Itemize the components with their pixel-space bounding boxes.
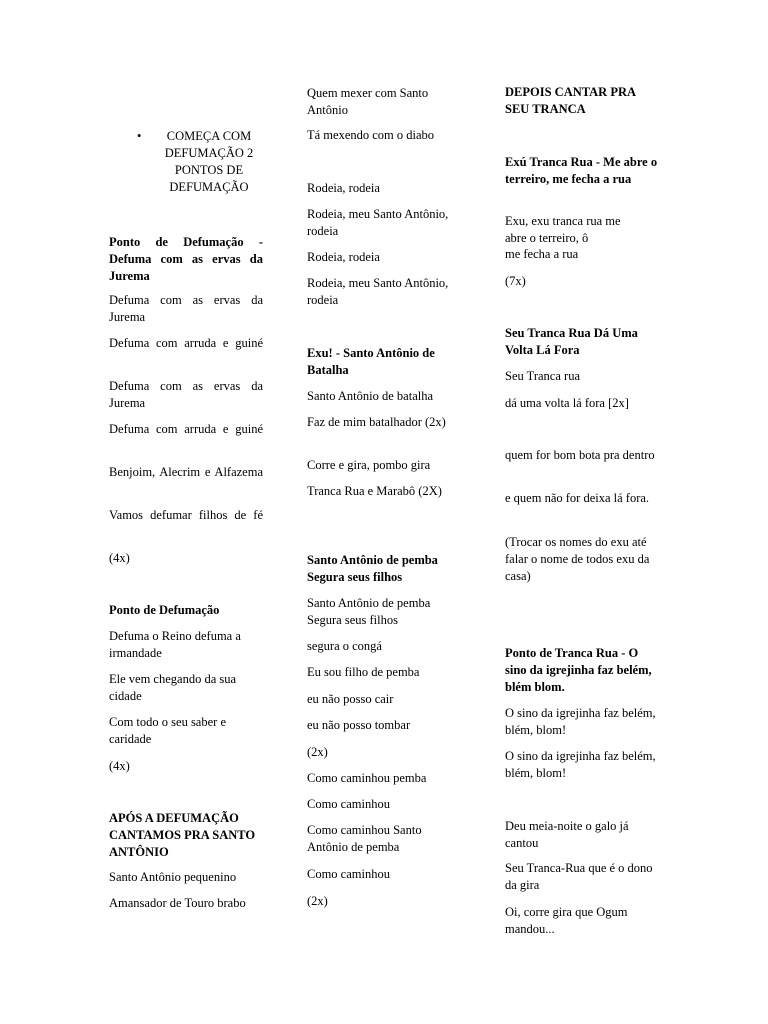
repeat-marker: (2x) bbox=[307, 894, 328, 908]
lyric-line: e quem não for deixa lá fora. bbox=[505, 491, 650, 505]
lyric-line: Seu Tranca rua bbox=[505, 369, 580, 383]
bullet-icon: • bbox=[137, 129, 142, 143]
lyric-line: me fecha a rua bbox=[505, 247, 579, 261]
column-2 bbox=[307, 0, 455, 1024]
lyric-line: Deu meia-noite o galo já cantou bbox=[505, 819, 629, 850]
section-heading: DEPOIS CANTAR PRA SEU TRANCA bbox=[505, 85, 636, 116]
lyric-line: Como caminhou bbox=[307, 867, 390, 881]
lyric-line: Rodeia, meu Santo Antônio, rodeia bbox=[307, 276, 449, 307]
lyric-line: Como caminhou pemba bbox=[307, 771, 427, 785]
lyric-line: Seu Tranca-Rua que é o dono da gira bbox=[505, 861, 653, 892]
repeat-marker: (4x) bbox=[109, 551, 130, 565]
repeat-marker: (2x) bbox=[307, 745, 328, 759]
lyric-line: Rodeia, meu Santo Antônio, rodeia bbox=[307, 207, 449, 238]
lyric-line: Exu, exu tranca rua me bbox=[505, 214, 621, 228]
repeat-marker: (7x) bbox=[505, 274, 526, 288]
instruction-note: (Trocar os nomes do exu até falar o nome de todos exu da casa) bbox=[505, 535, 650, 583]
bullet-item bbox=[109, 128, 263, 196]
section-heading: Ponto de Defumação - Defuma com as ervas da Jurema bbox=[109, 235, 263, 283]
lyric-line: Santo Antônio de batalha bbox=[307, 389, 434, 403]
lyric-line: Faz de mim batalhador (2x) bbox=[307, 415, 446, 429]
lyric-line: O sino da igrejinha faz belém, blém, blom! bbox=[505, 749, 656, 780]
lyric-line: Tranca Rua e Marabô (2X) bbox=[307, 484, 442, 498]
lyric-line: Santo Antônio pequenino bbox=[109, 870, 237, 884]
lyric-line: Defuma com as ervas da Jurema bbox=[109, 379, 263, 410]
lyric-line: eu não posso tombar bbox=[307, 718, 411, 732]
lyric-line: quem for bom bota pra dentro bbox=[505, 448, 655, 462]
lyric-line: Rodeia, rodeia bbox=[307, 181, 380, 195]
section-heading: Exu! - Santo Antônio de Batalha bbox=[307, 346, 435, 377]
lyric-line: Corre e gira, pombo gira bbox=[307, 458, 431, 472]
lyric-line: Ele vem chegando da sua cidade bbox=[109, 672, 237, 703]
lyric-line: segura o congá bbox=[307, 639, 382, 653]
lyric-line: Eu sou filho de pemba bbox=[307, 665, 420, 679]
lyric-line: Tá mexendo com o diabo bbox=[307, 128, 435, 142]
section-heading: Ponto de Defumação bbox=[109, 603, 220, 617]
lyric-line: Defuma com arruda e guiné bbox=[109, 336, 263, 350]
lyric-line: Com todo o seu saber e caridade bbox=[109, 715, 226, 746]
lyric-line: Amansador de Touro brabo bbox=[109, 896, 246, 910]
lyric-line: Quem mexer com Santo Antônio bbox=[307, 86, 429, 117]
lyric-line: eu não posso cair bbox=[307, 692, 394, 706]
section-heading: Ponto de Tranca Rua - O sino da igrejinha faz belém, blém blom. bbox=[505, 646, 652, 694]
section-heading: Exú Tranca Rua - Me abre o terreiro, me fecha a rua bbox=[505, 155, 658, 186]
lyric-line: O sino da igrejinha faz belém, blém, blom! bbox=[505, 706, 656, 737]
lyric-line: Oi, corre gira que Ogum mandou... bbox=[505, 905, 628, 936]
lyric-line: Benjoim, Alecrim e Alfazema bbox=[109, 465, 263, 479]
lyric-line: abre o terreiro, ô bbox=[505, 231, 589, 245]
repeat-marker: (4x) bbox=[109, 759, 130, 773]
column-3 bbox=[505, 0, 660, 1024]
column-1 bbox=[109, 0, 263, 1024]
lyric-line: Defuma o Reino defuma a irmandade bbox=[109, 629, 241, 660]
lyric-line: Como caminhou Santo Antônio de pemba bbox=[307, 823, 422, 854]
lyric-line: Rodeia, rodeia bbox=[307, 250, 380, 264]
section-heading: Santo Antônio de pemba Segura seus filhos bbox=[307, 553, 438, 584]
lyric-line: dá uma volta lá fora [2x] bbox=[505, 396, 629, 410]
bullet-text: COMEÇA COM DEFUMAÇÃO 2 PONTOS DE DEFUMAÇÃO bbox=[164, 129, 254, 194]
lyric-line: Defuma com arruda e guiné bbox=[109, 422, 263, 436]
lyric-line: Vamos defumar filhos de fé bbox=[109, 508, 263, 522]
lyric-line: Santo Antônio de pemba Segura seus filhos bbox=[307, 596, 431, 627]
section-heading: APÓS A DEFUMAÇÃO CANTAMOS PRA SANTO ANTÔNIO bbox=[109, 811, 256, 859]
lyric-line: Defuma com as ervas da Jurema bbox=[109, 293, 263, 324]
section-heading: Seu Tranca Rua Dá Uma Volta Lá Fora bbox=[505, 326, 638, 357]
lyric-line: Como caminhou bbox=[307, 797, 390, 811]
